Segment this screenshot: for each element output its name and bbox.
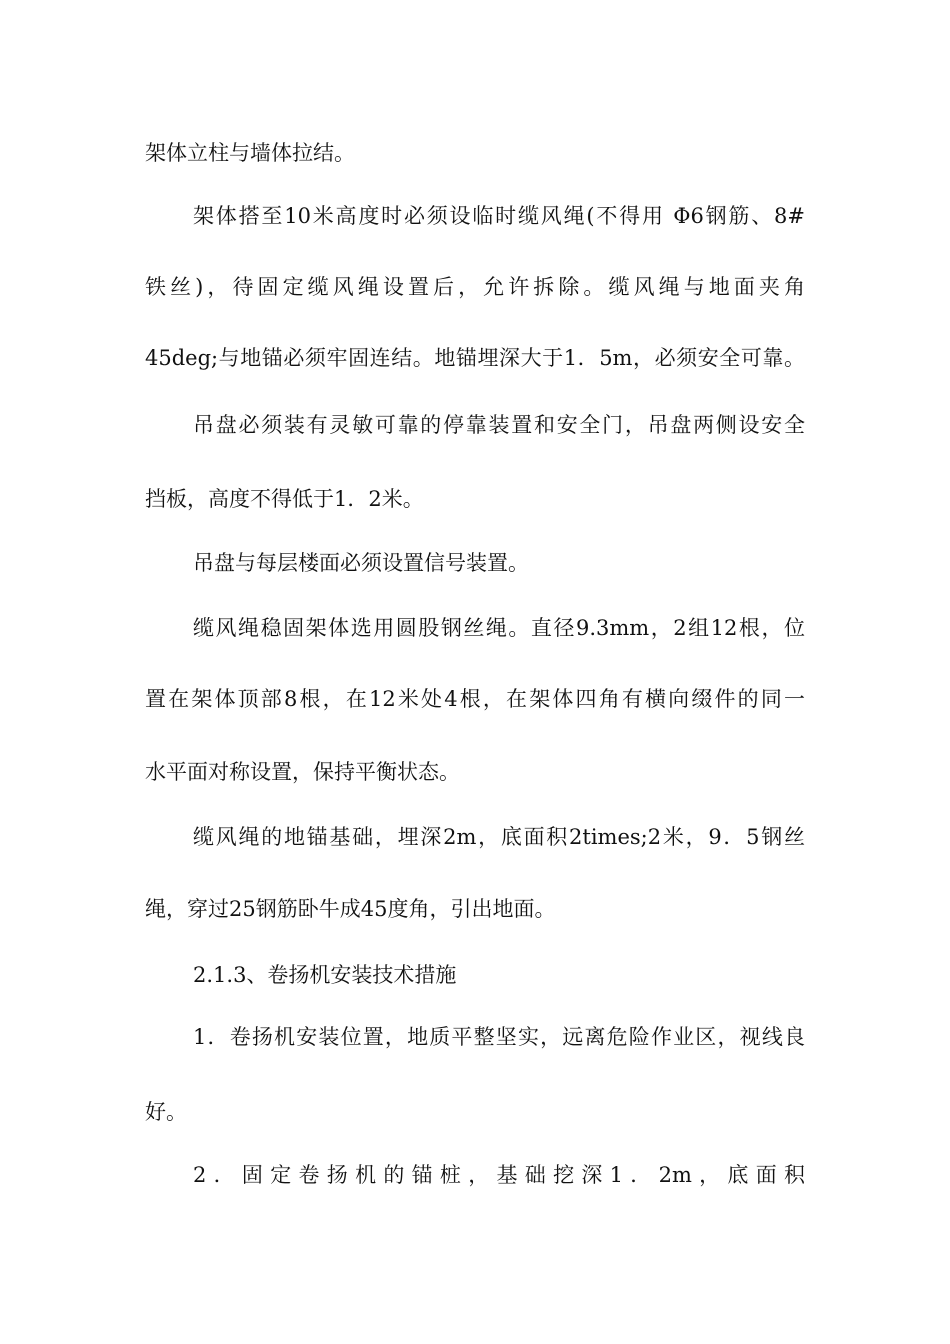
text-line: 架体立柱与墙体拉结。 xyxy=(145,141,355,165)
text-line: 45deg;与地锚必须牢固连结。地锚埋深大于1．5m，必须安全可靠。 xyxy=(145,346,805,370)
paragraph-line: 吊盘与每层楼面必须设置信号装置。 xyxy=(193,551,529,575)
paragraph-line: 架体搭至10米高度时必须设临时缆风绳(不得用 Φ6钢筋、8# xyxy=(193,204,805,228)
section-heading: 2.1.3、卷扬机安装技术措施 xyxy=(193,963,457,987)
text-line: 铁丝)，待固定缆风绳设置后，允许拆除。缆风绳与地面夹角 xyxy=(145,275,805,299)
text-line: 挡板，高度不得低于1．2米。 xyxy=(145,487,424,511)
paragraph-line: 2．固定卷扬机的锚桩，基础挖深1．2m，底面积 xyxy=(193,1163,805,1187)
paragraph-line: 缆风绳稳固架体选用圆股钢丝绳。直径9.3mm，2组12根，位 xyxy=(193,616,805,640)
paragraph-line: 1．卷扬机安装位置，地质平整坚实，远离危险作业区，视线良 xyxy=(193,1025,805,1049)
text-line: 好。 xyxy=(145,1100,187,1124)
text-line: 绳，穿过25钢筋卧牛成45度角，引出地面。 xyxy=(145,897,556,921)
paragraph-line: 吊盘必须装有灵敏可靠的停靠装置和安全门，吊盘两侧设安全 xyxy=(193,413,805,437)
text-line: 水平面对称设置，保持平衡状态。 xyxy=(145,760,460,784)
paragraph-line: 缆风绳的地锚基础，埋深2m，底面积2times;2米，9．5钢丝 xyxy=(193,825,805,849)
text-line: 置在架体顶部8根，在12米处4根，在架体四角有横向缀件的同一 xyxy=(145,687,805,711)
